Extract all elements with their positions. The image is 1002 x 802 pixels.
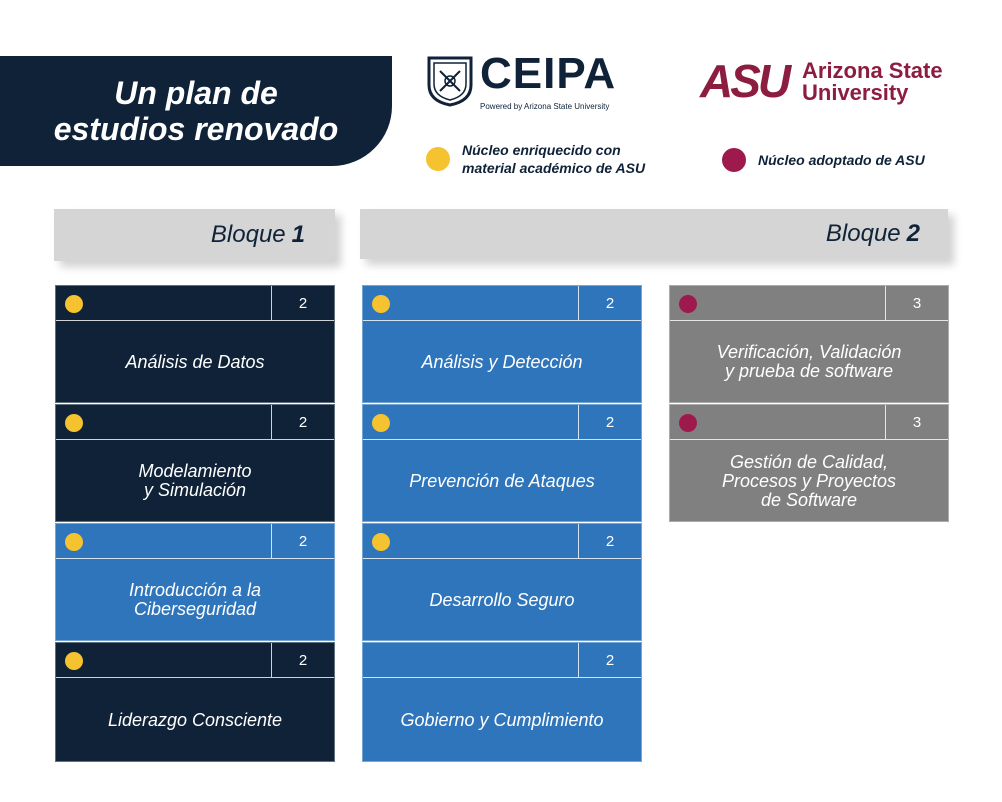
course-credits: 2: [578, 524, 641, 558]
course-name: Liderazgo Consciente: [107, 709, 283, 730]
page-title-line-2: estudios renovado: [53, 111, 339, 147]
block-label: Bloque: [210, 221, 286, 248]
course-card: [362, 404, 642, 522]
course-credits: 2: [271, 286, 334, 320]
yellow-dot-icon: [65, 414, 83, 432]
course-card-header: [363, 405, 641, 440]
ceipa-wordmark: CEIPA: [480, 49, 617, 98]
yellow-dot-icon: [372, 295, 390, 313]
course-card-header: [56, 286, 334, 321]
block-number: 1: [291, 221, 305, 248]
course-card: [55, 523, 335, 641]
ceipa-shield-icon: [426, 55, 474, 107]
block-label: Bloque: [825, 220, 901, 247]
course-name: Análisis de Datos: [125, 351, 265, 372]
course-card: [669, 285, 949, 403]
maroon-dot-icon: [722, 148, 746, 172]
yellow-dot-icon: [426, 147, 450, 171]
ceipa-logo: [426, 49, 646, 115]
course-card: [362, 523, 642, 641]
course-card: [55, 642, 335, 762]
maroon-dot-icon: [679, 295, 697, 313]
course-name: Introducción a la Ciberseguridad: [128, 580, 262, 619]
course-credits: 2: [578, 286, 641, 320]
yellow-dot-icon: [372, 414, 390, 432]
course-card-header: [363, 524, 641, 559]
course-name: Verificación, Validación y prueba de software: [716, 342, 902, 381]
course-credits: 3: [885, 405, 948, 439]
block-number: 2: [906, 220, 920, 247]
course-card-header: [363, 643, 641, 678]
block-header-2: [360, 209, 948, 259]
course-card-header: [670, 286, 948, 321]
course-credits: 2: [271, 643, 334, 677]
yellow-dot-icon: [65, 295, 83, 313]
yellow-dot-icon: [65, 533, 83, 551]
course-card: [55, 404, 335, 522]
yellow-dot-icon: [372, 533, 390, 551]
page-title-line-1: Un plan de: [114, 75, 278, 111]
asu-name: [802, 60, 943, 104]
course-credits: 2: [578, 405, 641, 439]
course-name: Modelamiento y Simulación: [138, 461, 252, 500]
legend-item-adopted: [722, 148, 925, 172]
course-credits: 2: [271, 405, 334, 439]
course-card-header: [56, 405, 334, 440]
course-name: Desarrollo Seguro: [429, 589, 575, 610]
course-card-header: [670, 405, 948, 440]
maroon-dot-icon: [679, 414, 697, 432]
course-credits: 2: [271, 524, 334, 558]
ceipa-powered-by: Powered by Arizona State University: [480, 102, 610, 111]
course-card: [669, 404, 949, 522]
course-credits: 2: [578, 643, 641, 677]
asu-name-line-2: University: [802, 80, 909, 105]
course-card: [55, 285, 335, 403]
block-header-1: [54, 209, 335, 261]
course-card-header: [56, 643, 334, 678]
course-name: Análisis y Detección: [421, 351, 583, 372]
yellow-dot-icon: [65, 652, 83, 670]
course-credits: 3: [885, 286, 948, 320]
course-name: Gestión de Calidad, Procesos y Proyectos de Software: [721, 451, 897, 510]
page-title: [0, 56, 392, 166]
asu-logo: [700, 55, 960, 108]
course-card-header: [363, 286, 641, 321]
legend-label: Núcleo adoptado de ASU: [758, 152, 925, 168]
course-name: Gobierno y Cumplimiento: [400, 709, 604, 730]
asu-mark: ASU: [700, 55, 789, 107]
course-name: Prevención de Ataques: [409, 470, 595, 491]
asu-name-line-1: Arizona State: [802, 58, 943, 83]
legend-item-enriched: [426, 141, 645, 177]
course-card: [362, 285, 642, 403]
course-card: [362, 642, 642, 762]
course-card-header: [56, 524, 334, 559]
legend-label: Núcleo enriquecido con material académico de ASU: [462, 142, 646, 176]
